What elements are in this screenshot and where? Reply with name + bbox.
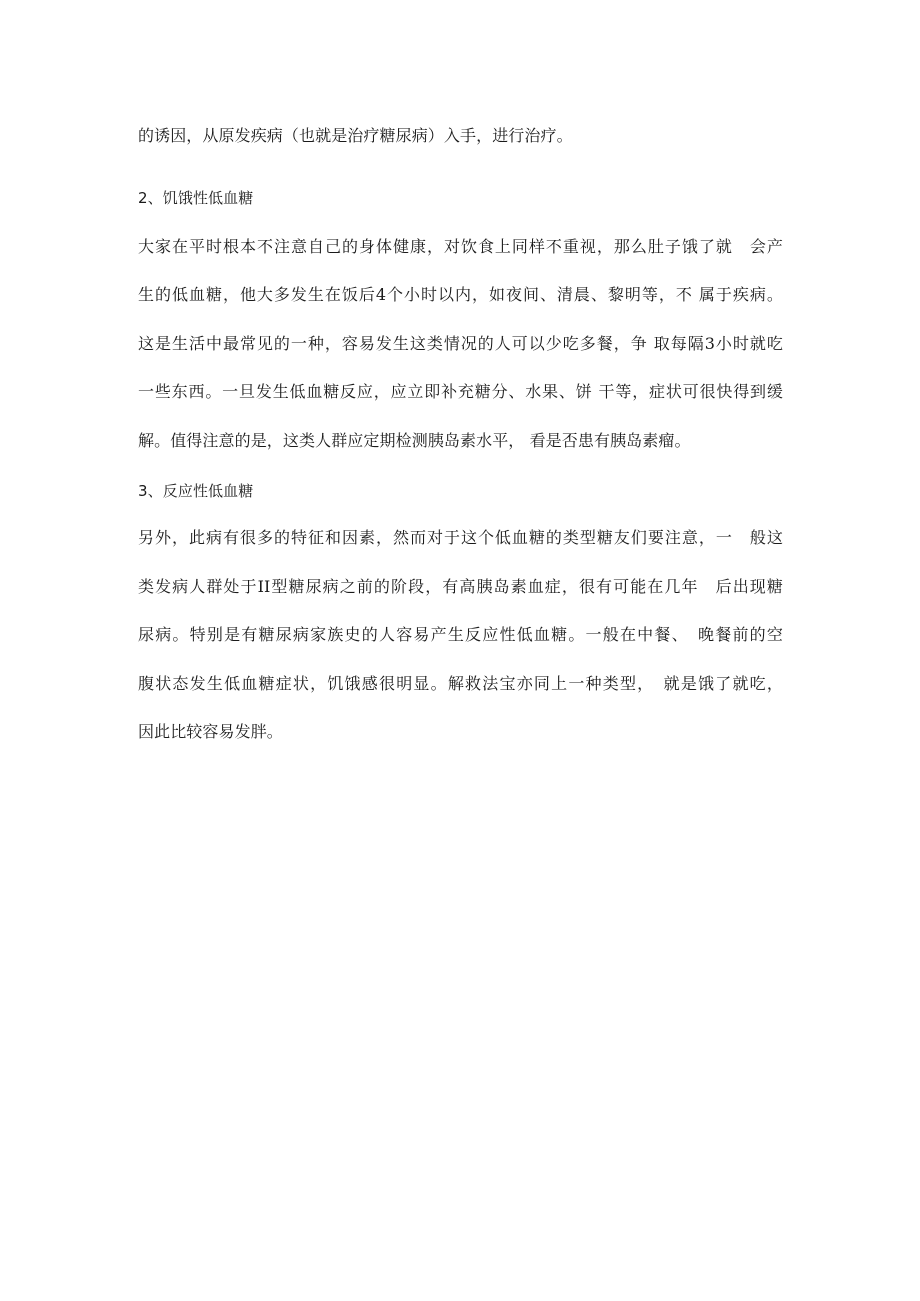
- paragraph-line: 尿病。特别是有糖尿病家族史的人容易产生反应性低血糖。一般在中餐、 晚餐前的空: [138, 625, 783, 644]
- paragraph-line: 解。值得注意的是，这类人群应定期检测胰岛素水平， 看是否患有胰岛素瘤。: [138, 431, 691, 450]
- section-heading: 3、反应性低血糖: [138, 482, 254, 500]
- paragraph-line: 类发病人群处于II型糖尿病之前的阶段，有高胰岛素血症，很有可能在几年 后出现糖: [138, 577, 783, 596]
- paragraph-line: 生的低血糖，他大多发生在饭后4个小时以内，如夜间、清晨、黎明等，不 属于疾病。: [138, 285, 783, 304]
- paragraph-line: 腹状态发生低血糖症状，饥饿感很明显。解救法宝亦同上一种类型， 就是饿了就吃，: [138, 674, 783, 693]
- paragraph-line: 因此比较容易发胖。: [138, 722, 283, 741]
- paragraph-line: 这是生活中最常见的一种，容易发生这类情况的人可以少吃多餐，争 取每隔3小时就吃: [138, 334, 783, 353]
- paragraph-line: 的诱因，从原发疾病（也就是治疗糖尿病）入手，进行治疗。: [138, 126, 573, 145]
- section-heading: 2、饥饿性低血糖: [138, 189, 254, 207]
- paragraph-line: 另外，此病有很多的特征和因素，然而对于这个低血糖的类型糖友们要注意，一 般这: [138, 528, 783, 547]
- paragraph-line: 一些东西。一旦发生低血糖反应，应立即补充糖分、水果、饼 干等，症状可很快得到缓: [138, 382, 783, 401]
- paragraph-line: 大家在平时根本不注意自己的身体健康，对饮食上同样不重视，那么肚子饿了就 会产: [138, 237, 783, 256]
